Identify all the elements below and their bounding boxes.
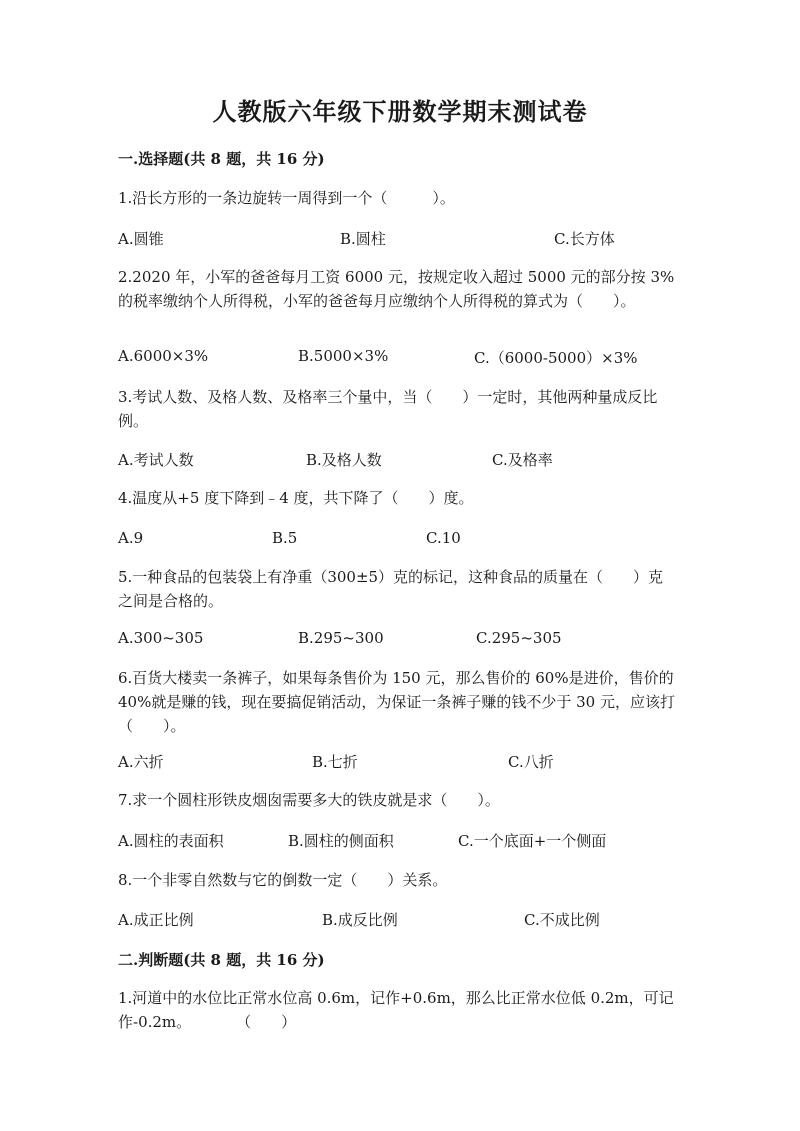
option-b: B.5: [272, 529, 298, 547]
option-c: C.（6000-5000）×3%: [474, 349, 638, 367]
option-a: A.考试人数: [118, 451, 194, 469]
option-a: A.圆锥: [118, 230, 164, 248]
option-c: C.不成比例: [524, 911, 600, 929]
question-5: 5.一种食品的包装袋上有净重（300±5）克的标记，这种食品的质量在（ ）克之间是合格的。: [118, 568, 664, 610]
option-b: B.5000×3%: [298, 347, 389, 365]
option-c: C.一个底面+一个侧面: [458, 832, 607, 850]
question-8: 8.一个非零自然数与它的倒数一定（ ）关系。: [118, 871, 448, 889]
question-1: 1.沿长方形的一条边旋转一周得到一个（ ）。: [118, 189, 455, 207]
section-heading-judgement: 二.判断题(共 8 题，共 16 分): [118, 951, 325, 969]
option-b: B.七折: [312, 753, 358, 771]
option-b: B.及格人数: [306, 451, 382, 469]
option-c: C.八折: [508, 753, 554, 771]
section-heading-choice: 一.选择题(共 8 题，共 16 分): [118, 150, 325, 168]
question-2: 2.2020 年，小军的爸爸每月工资 6000 元，按规定收入超过 5000 元的部分按 3%的税率缴纳个人所得税，小军的爸爸每月应缴纳个人所得税的算式为（ ）。: [118, 268, 675, 310]
question-7: 7.求一个圆柱形铁皮烟囱需要多大的铁皮就是求（ ）。: [118, 791, 500, 809]
option-a: A.6000×3%: [118, 347, 209, 365]
option-c: C.及格率: [492, 451, 553, 469]
option-a: A.9: [118, 529, 144, 547]
option-b: B.圆柱: [340, 230, 386, 248]
option-a: A.圆柱的表面积: [118, 832, 224, 850]
question-4: 4.温度从+5 度下降到﹣4 度，共下降了（ ）度。: [118, 489, 474, 507]
option-a: A.六折: [118, 753, 164, 771]
option-b: B.圆柱的侧面积: [288, 832, 394, 850]
option-a: A.成正比例: [118, 911, 194, 929]
option-c: C.10: [426, 529, 461, 547]
option-a: A.300~305: [118, 629, 204, 647]
option-b: B.成反比例: [322, 911, 398, 929]
question-3: 3.考试人数、及格人数、及格率三个量中，当（ ）一定时，其他两种量成反比例。: [118, 388, 658, 430]
judgement-question-1: 1.河道中的水位比正常水位高 0.6m，记作+0.6m，那么比正常水位低 0.2m，可记作-0.2m。 （ ）: [118, 989, 674, 1031]
option-c: C.295~305: [476, 629, 562, 647]
page-title: 人教版六年级下册数学期末测试卷: [212, 97, 588, 126]
question-6: 6.百货大楼卖一条裤子，如果每条售价为 150 元，那么售价的 60%是进价，售价的 40%就是赚的钱，现在要搞促销活动，为保证一条裤子赚的钱不少于 30 元，应该打（ ）。: [118, 669, 675, 735]
option-c: C.长方体: [554, 230, 615, 248]
option-b: B.295~300: [298, 629, 384, 647]
